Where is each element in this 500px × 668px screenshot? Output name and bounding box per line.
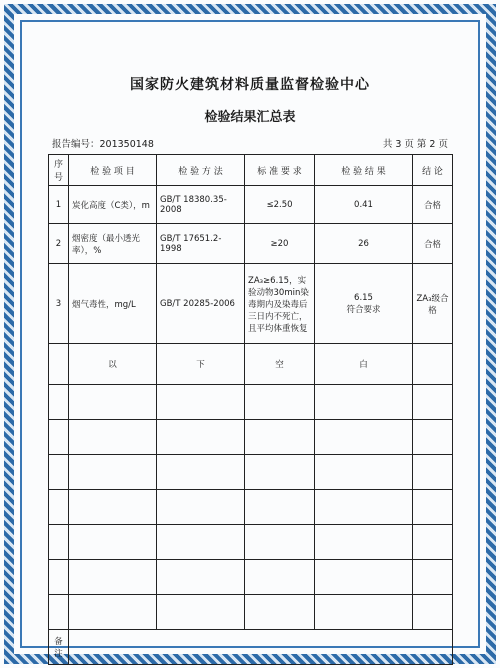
cell-item: 烟密度（最小透光率），% bbox=[69, 224, 157, 264]
cell-result: 0.41 bbox=[315, 186, 413, 224]
table-row bbox=[49, 264, 453, 344]
cell-result: 6.15 符合要求 bbox=[315, 264, 413, 344]
col-method: 检 验 方 法 bbox=[157, 155, 245, 186]
cell-conclusion: 合格 bbox=[413, 186, 453, 224]
cell-item: 炭化高度（C类），m bbox=[69, 186, 157, 224]
results-table bbox=[48, 154, 453, 665]
cell-method: GB/T 18380.35-2008 bbox=[157, 186, 245, 224]
cell-req: ≤2.50 bbox=[245, 186, 315, 224]
blank-note-row bbox=[49, 344, 453, 385]
col-result: 检 验 结 果 bbox=[315, 155, 413, 186]
table-title: 检验结果汇总表 bbox=[204, 110, 296, 125]
empty-row bbox=[49, 385, 453, 420]
document-content bbox=[48, 64, 452, 665]
col-item: 检 验 项 目 bbox=[69, 155, 157, 186]
col-conclusion: 结 论 bbox=[413, 155, 453, 186]
remark-content bbox=[69, 630, 453, 665]
cell-result: 26 bbox=[315, 224, 413, 264]
cell-no: 1 bbox=[49, 186, 69, 224]
blank-note-char: 白 bbox=[315, 344, 413, 385]
report-number: 报告编号：201350148 bbox=[52, 139, 154, 150]
remark-label: 备注 bbox=[49, 630, 69, 665]
page-count: 共 3 页 第 2 页 bbox=[382, 139, 448, 150]
empty-row bbox=[49, 560, 453, 595]
table-row bbox=[49, 224, 453, 264]
table-row bbox=[49, 186, 453, 224]
empty-row bbox=[49, 420, 453, 455]
col-no: 序号 bbox=[49, 155, 69, 186]
cell-no: 3 bbox=[49, 264, 69, 344]
cell-conclusion: ZA₃级合格 bbox=[413, 264, 453, 344]
blank-note-char: 下 bbox=[157, 344, 245, 385]
col-req: 标 准 要 求 bbox=[245, 155, 315, 186]
empty-row bbox=[49, 595, 453, 630]
empty-row bbox=[49, 525, 453, 560]
cell-no: 2 bbox=[49, 224, 69, 264]
cell-method: GB/T 17651.2-1998 bbox=[157, 224, 245, 264]
remark-row bbox=[49, 630, 453, 665]
cell-conclusion: 合格 bbox=[413, 224, 453, 264]
cell-req: ≥20 bbox=[245, 224, 315, 264]
cell-method: GB/T 20285-2006 bbox=[157, 264, 245, 344]
empty-row bbox=[49, 490, 453, 525]
empty-row bbox=[49, 455, 453, 490]
org-title: 国家防火建筑材料质量监督检验中心 bbox=[130, 77, 370, 93]
header-row bbox=[49, 155, 453, 186]
cell-item: 烟气毒性，mg/L bbox=[69, 264, 157, 344]
blank-note-char: 以 bbox=[69, 344, 157, 385]
blank-note-char: 空 bbox=[245, 344, 315, 385]
report-meta bbox=[48, 136, 452, 150]
cell-req: ZA₃≥6.15，实验动物30min染毒期内及染毒后三日内不死亡，且平均体重恢复 bbox=[245, 264, 315, 344]
